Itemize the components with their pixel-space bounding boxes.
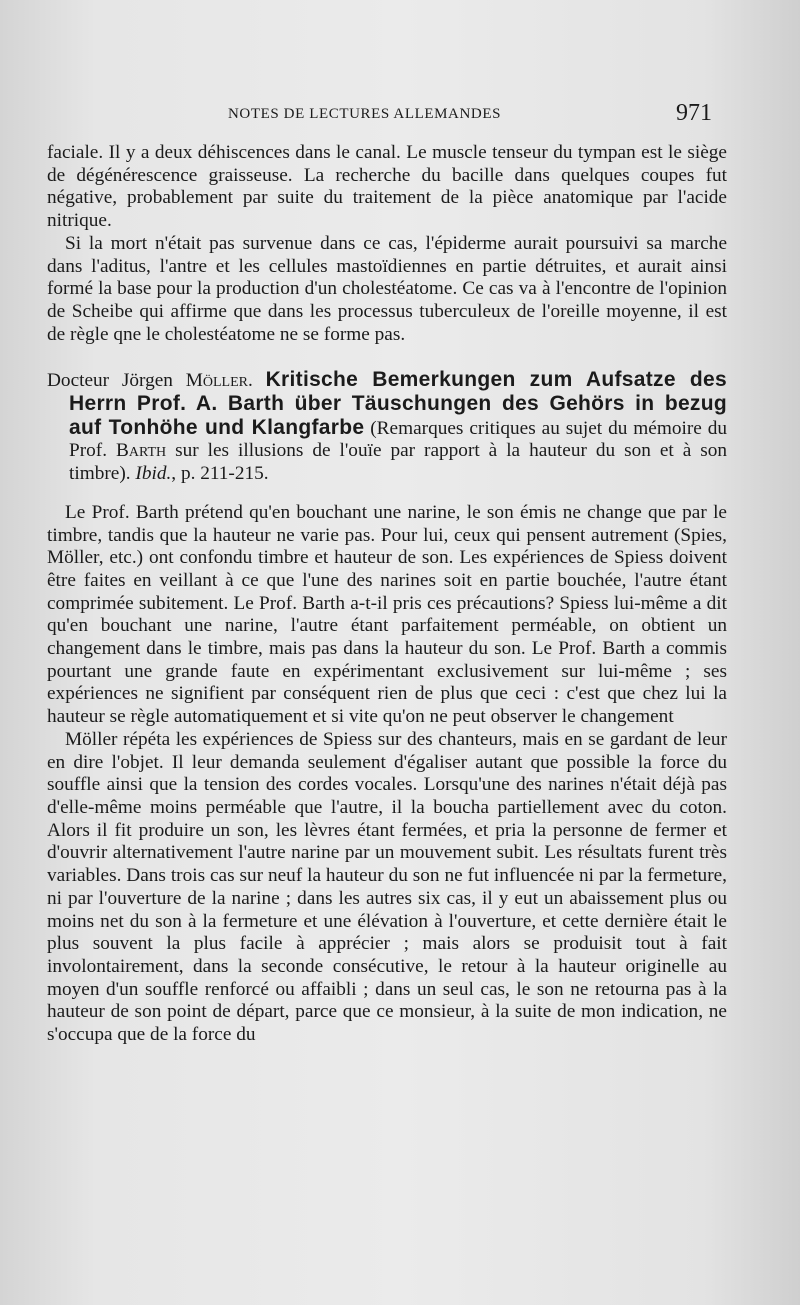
paragraph: Si la mort n'était pas survenue dans ce cas, l'épiderme aurait poursuivi sa marche dans l'aditus, l'antre et les cellules mastoïdiennes en partie détruites, et aurait ainsi formé la base pour la production d'un cholestéatome. Ce cas va à l'encontre de l'opinion de Scheibe qui affirme que dans les processus tuberculeux de l'oreille moyenne, il est de règle qne le cholestéatome ne se forme pas.	[47, 232, 727, 345]
reference-pages: , p. 211-215.	[171, 463, 269, 485]
reference-source: Ibid.	[135, 463, 172, 485]
paragraph: faciale. Il y a deux déhiscences dans le canal. Le muscle tenseur du tympan est le siège de dégénérescence graisseuse. La recherche du bacille dans quelques coupes fut négative, probablement par suite du traitement de la pièce anatomique par l'acide nitrique.	[47, 142, 727, 232]
page-number: 971	[676, 100, 712, 126]
reference-title: Kritische Bemerkungen zum Aufsatze des Herrn Prof. A. Barth über Täuschungen des Gehörs in bezug auf Tonhöhe und Klangfarbe	[69, 368, 727, 439]
paragraph: Le Prof. Barth prétend qu'en bouchant une narine, le son émis ne change que par le timbre, tandis que la hauteur ne varie pas. Pour lui, ceux qui pensent autrement (Spies, Möller, etc.) ont confondu timbre et hauteur de son. Les expériences de Spiess doivent être faites en veillant à ce que l'une des narines soit en partie bouchée, l'autre étant comprimée subitement. Le Prof. Barth a-t-il pris ces précautions? Spiess lui-même a dit qu'en bouchant une narine, l'autre étant parfaitement perméable, on obtient un changement dans le timbre, mais pas dans la hauteur du son. Le Prof. Barth a commis pourtant une grande faute en expérimentant exclusivement sur lui-même ; ses expériences ne signifient par conséquent rien de plus que ceci : c'est que chez lui la hauteur se règle automatiquement et si vite qu'on ne peut observer le changement	[47, 501, 727, 728]
page-body	[47, 142, 727, 1047]
paragraph: Möller répéta les expériences de Spiess sur des chanteurs, mais en se gardant de leur en dire l'objet. Il leur demanda seulement d'égaliser autant que possible la force du souffle ainsi que la tension des cordes vocales. Lorsqu'une des narines n'était déjà pas d'elle-même moins perméable que l'autre, il la boucha partiellement avec du coton. Alors il fit produire un son, les lèvres étant fermées, et pria la personne de fermer et d'ouvrir alternativement l'autre narine par un mouvement subit. Les résultats furent très variables. Dans trois cas sur neuf la hauteur du son ne fut influencée ni par la fermeture, ni par l'ouverture de la narine ; dans les autres six cas, il y eut un abaissement plus ou moins net du son à la fermeture et une élévation à l'ouverture, et cette dernière était le plus souvent la plus facile à apprécier ; mais alors se produisit tout à fait involontairement, dans la seconde consécutive, le retour à la hauteur originelle au moyen d'un souffle renforcé ou affaibli ; dans un seul cas, le son ne retourna pas à la hauteur de son point de départ, parce que ce monsieur, à la suite de mon indication, ne s'occupa que de la force du	[47, 728, 727, 1046]
reference-entry	[47, 369, 727, 486]
reference-author-name: Möller.	[185, 370, 253, 392]
reference-translation-name: Barth	[116, 440, 167, 462]
section-gap	[47, 486, 727, 502]
running-title: NOTES DE LECTURES ALLEMANDES	[228, 106, 502, 122]
reference-author-prefix: Docteur Jörgen	[47, 370, 173, 392]
page-header	[0, 100, 800, 130]
reference-translation-start: (Remarques critiques au sujet du mémoire du Prof.	[69, 417, 727, 462]
reference-translation-end: sur les illusions de l'ouïe par rapport à la hauteur du son et à son timbre).	[69, 440, 727, 485]
section-gap	[47, 346, 727, 369]
